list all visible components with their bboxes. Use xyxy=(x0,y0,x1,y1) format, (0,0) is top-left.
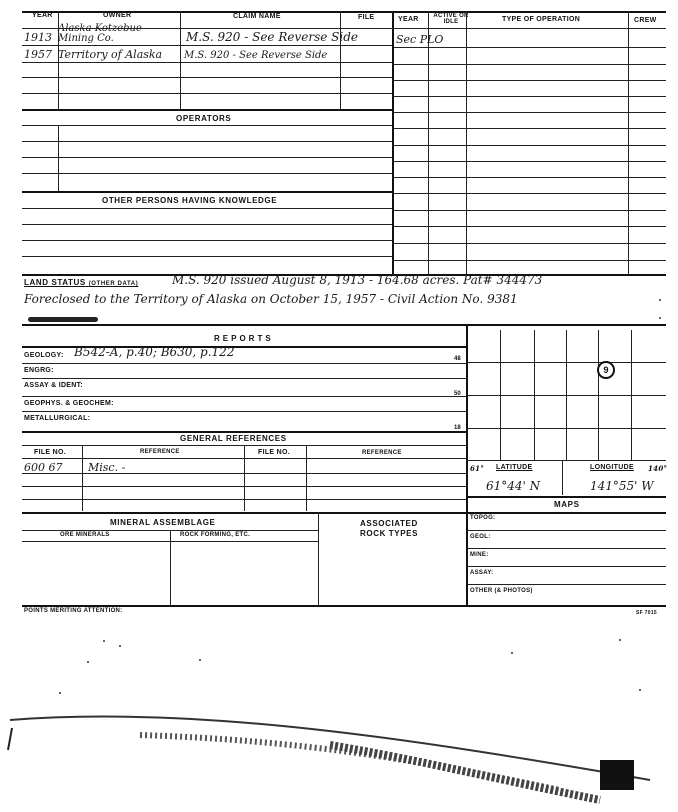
num-48: 48 xyxy=(454,356,461,362)
geophys-label: GEOPHYS. & GEOCHEM: xyxy=(24,400,114,407)
ref-row1-file: 600 67 xyxy=(24,461,63,474)
header-crew: CREW xyxy=(634,17,657,24)
num-18: 18 xyxy=(454,425,461,431)
header-type-of-operation: TYPE OF OPERATION xyxy=(502,16,581,23)
maps-mine: MINE: xyxy=(470,552,489,558)
longitude-label: LONGITUDE xyxy=(590,464,634,471)
rock-forming-label: ROCK FORMING, ETC. xyxy=(180,532,251,538)
location-marker-icon: 9 xyxy=(597,361,615,379)
lat-prefix: 61° xyxy=(470,464,485,473)
maps-assay: ASSAY: xyxy=(470,570,494,576)
header-active-or-idle: ACTIVE OR IDLE xyxy=(433,13,469,25)
col-file-no: FILE NO. xyxy=(34,449,66,456)
associated-label: ASSOCIATED xyxy=(360,519,418,528)
geology-label: GEOLOGY: xyxy=(24,352,64,359)
land-status-line1: M.S. 920 issued August 8, 1913 - 164.68 acres. Pat# 344473 xyxy=(172,273,543,287)
col-reference-2: REFERENCE xyxy=(362,450,402,456)
ore-minerals-label: ORE MINERALS xyxy=(60,532,110,538)
form-number: SF 7015 xyxy=(636,610,658,616)
header-year: YEAR xyxy=(32,12,53,19)
metallurgical-label: METALLURGICAL: xyxy=(24,415,91,422)
row2-year: 1957 xyxy=(24,48,52,61)
row2-owner: Territory of Alaska xyxy=(58,48,163,61)
header-claim-name: CLAIM NAME xyxy=(233,13,281,20)
other-persons-label: OTHER PERSONS HAVING KNOWLEDGE xyxy=(102,196,278,205)
row2-claim: M.S. 920 - See Reverse Side xyxy=(184,50,328,61)
assay-label: ASSAY & IDENT: xyxy=(24,382,84,389)
maps-geol: GEOL: xyxy=(470,534,491,540)
row1-year: 1913 xyxy=(24,31,52,44)
land-status-label: LAND STATUS (OTHER DATA) xyxy=(24,278,139,287)
maps-title: MAPS xyxy=(554,500,580,509)
engrg-label: ENGRG: xyxy=(24,367,54,374)
general-references-title: GENERAL REFERENCES xyxy=(180,434,287,443)
col-file-no-2: FILE NO. xyxy=(258,449,290,456)
row1-active: Sec PLO xyxy=(396,33,444,46)
maps-topog: TOPOG: xyxy=(470,515,496,521)
col-reference: REFERENCE xyxy=(140,449,180,455)
mineral-title: MINERAL ASSEMBLAGE xyxy=(110,518,216,527)
header-owner: OWNER xyxy=(103,12,132,19)
header-file: FILE xyxy=(358,14,375,21)
row1-owner: Alaska Kotzebue Mining Co. xyxy=(58,23,142,44)
latitude-value: 61°44' N xyxy=(486,479,541,493)
rock-types-label: ROCK TYPES xyxy=(360,529,419,538)
longitude-value: 141°55' W xyxy=(590,479,654,493)
num-50: 50 xyxy=(454,391,461,397)
row1-claim: M.S. 920 - See Reverse Side xyxy=(186,30,359,44)
ref-row1-reference: Misc. - xyxy=(88,461,126,474)
maps-other: OTHER (& PHOTOS) xyxy=(470,588,533,594)
long-suffix: 140° xyxy=(648,464,668,473)
geology-value: B542-A, p.40; B630, p.122 xyxy=(74,345,235,359)
reports-title: REPORTS xyxy=(214,334,274,343)
header-year-2: YEAR xyxy=(398,16,419,23)
operators-label: OPERATORS xyxy=(176,114,232,123)
latitude-label: LATITUDE xyxy=(496,464,533,471)
land-status-line2: Foreclosed to the Territory of Alaska on October 15, 1957 - Civil Action No. 9381 xyxy=(24,292,518,306)
points-meriting-attention: POINTS MERITING ATTENTION: xyxy=(24,608,123,614)
